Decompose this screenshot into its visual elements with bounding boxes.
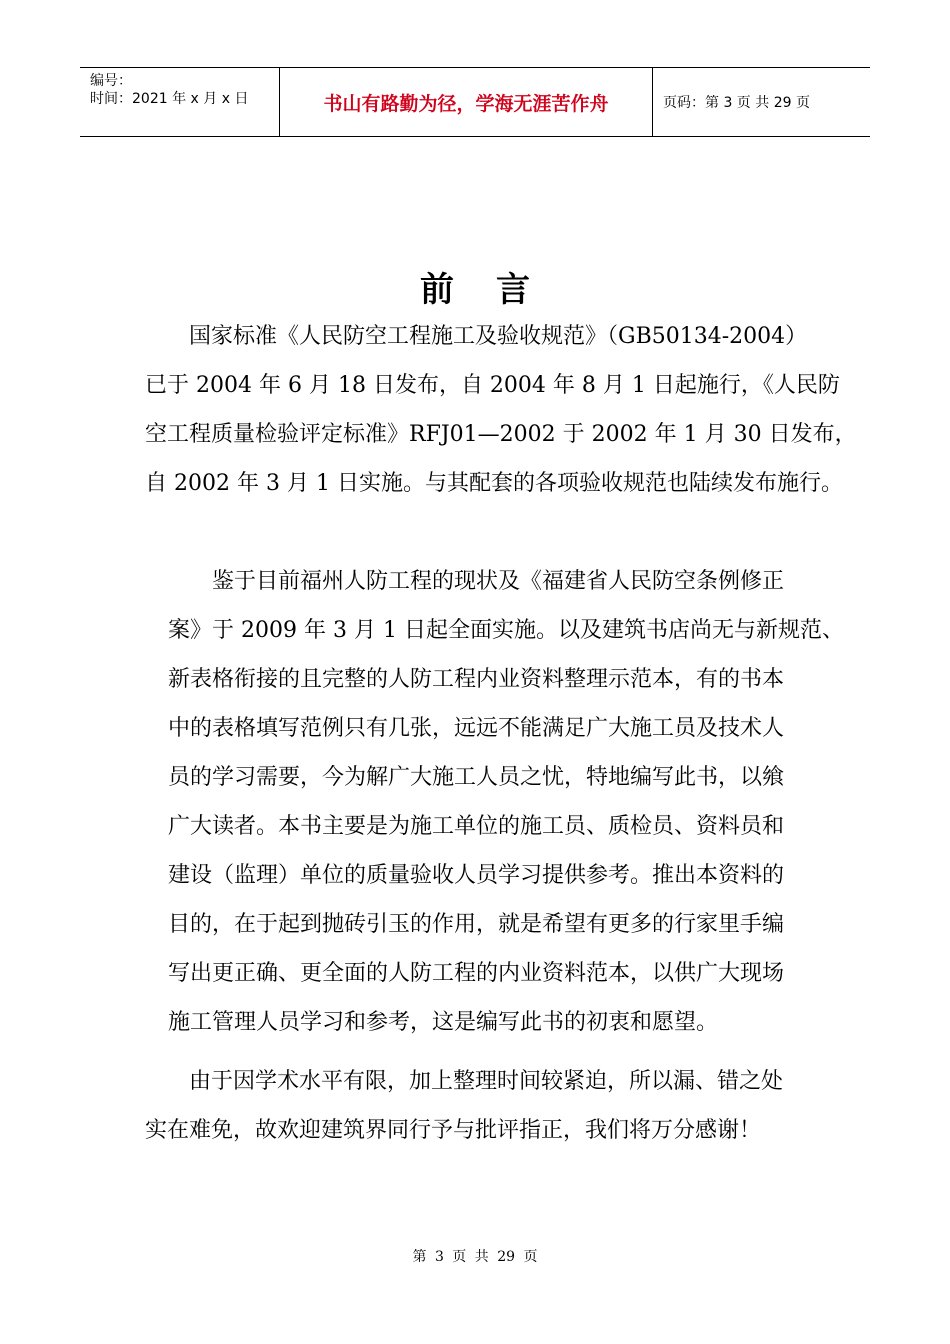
number-label: 编号： — [90, 73, 132, 89]
paragraph-line: 实在难免，故欢迎建筑界同行予与批评指正，我们将万分感谢！ — [145, 1118, 762, 1143]
header-motto-cell — [280, 68, 653, 136]
paragraph-1 — [145, 312, 857, 508]
paragraph-line: 新表格衔接的且完整的人防工程内业资料整理示范本，有的书本 — [168, 667, 785, 692]
paragraph-line: 目的，在于起到抛砖引玉的作用，就是希望有更多的行家里手编 — [168, 912, 785, 937]
header-table — [80, 67, 870, 137]
paragraph-line: 由于因学术水平有限，加上整理时间较紧迫，所以漏、错之处 — [189, 1069, 784, 1094]
paragraph-line: 鉴于目前福州人防工程的现状及《福建省人民防空条例修正 — [212, 569, 785, 594]
paragraph-line: 广大读者。本书主要是为施工单位的施工员、质检员、资料员和 — [168, 814, 785, 839]
page-footer: 第 3 页 共 29 页 — [412, 1249, 538, 1265]
paragraph-2 — [168, 557, 844, 1047]
paragraph-3 — [145, 1057, 825, 1155]
paragraph-line: 施工管理人员学习和参考，这是编写此书的初衷和愿望。 — [168, 1010, 719, 1035]
paragraph-line: 写出更正确、更全面的人防工程的内业资料范本，以供广大现场 — [168, 961, 785, 986]
motto-text: 书山有路勤为径，学海无涯苦作舟 — [323, 92, 609, 115]
paragraph-line: 国家标准《人民防空工程施工及验收规范》（GB50134-2004） — [189, 324, 808, 349]
time-label: 时间：2021 年 x 月 x 日 — [90, 91, 249, 107]
paragraph-line: 建设（监理）单位的质量验收人员学习提供参考。推出本资料的 — [168, 863, 785, 888]
paragraph-line: 员的学习需要，今为解广大施工人员之忧，特地编写此书，以飨 — [168, 765, 785, 790]
paragraph-line: 案》于 2009 年 3 月 1 日起全面实施。以及建筑书店尚无与新规范、 — [168, 618, 844, 643]
page-info: 页码：第 3 页 共 29 页 — [663, 95, 810, 111]
paragraph-line: 自 2002 年 3 月 1 日实施。与其配套的各项验收规范也陆续发布施行。 — [145, 471, 843, 496]
paragraph-line: 已于 2004 年 6 月 18 日发布，自 2004 年 8 月 1 日起施行，《人民防 — [145, 373, 840, 398]
paragraph-line: 中的表格填写范例只有几张，远远不能满足广大施工员及技术人 — [168, 716, 785, 741]
paragraph-line: 空工程质量检验评定标准》RFJ01—2002 于 2002 年 1 月 30 日发布， — [145, 422, 857, 447]
header-meta-cell — [80, 68, 280, 136]
page-title: 前言 — [420, 270, 572, 310]
header-page-cell — [653, 68, 870, 136]
